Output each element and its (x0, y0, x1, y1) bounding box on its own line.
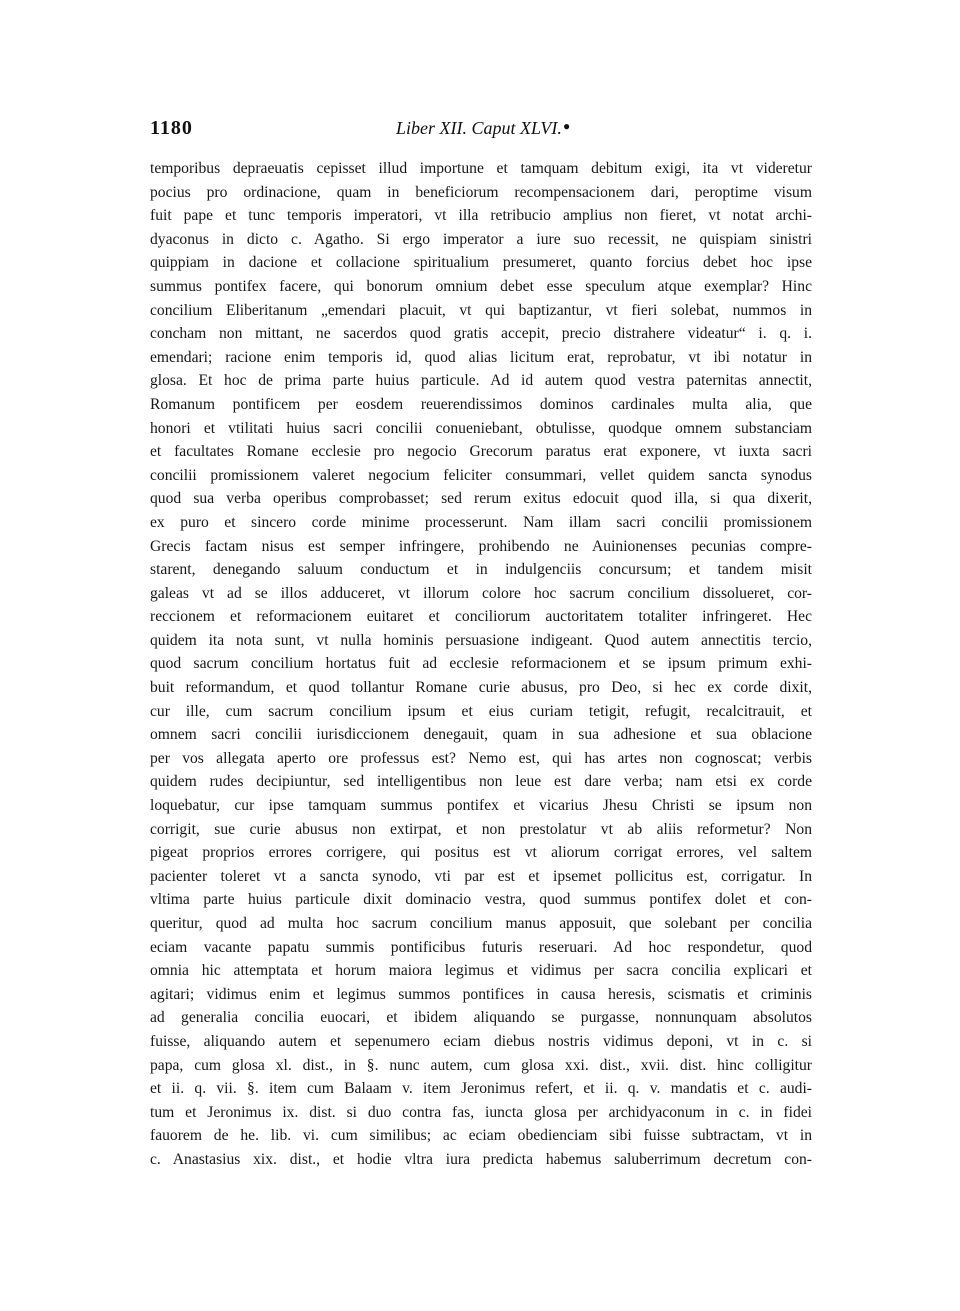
text-line: galeas vt ad se illos adduceret, vt illorum colore hoc sacrum concilium dissolueret, cor- (150, 584, 812, 602)
text-line: pacienter toleret vt a sancta synodo, vti par est et ipsemet pollicitus est, corrigatur. In (150, 867, 812, 885)
text-line: quidem ita nota sunt, vt nulla hominis persuasione indigeant. Quod autem annectitis tercio, (150, 631, 812, 649)
text-line: concilium Eliberitanum „emendari placuit, vt qui baptizantur, vt fieri solebat, nummos in (150, 301, 812, 319)
text-line: Romanum pontificem per eosdem reuerendissimos dominos cardinales multa alia, que (150, 395, 812, 413)
text-line: reccionem et reformacionem euitaret et conciliorum auctoritatem totaliter infringeret. Hec (150, 608, 812, 626)
text-line: loquebatur, cur ipse tamquam summus pontifex et vicarius Jhesu Christi se ipsum non (150, 797, 812, 815)
text-line: tum et Jeronimus ix. dist. si duo contra fas, iuncta glosa per archidyaconum in c. in fidei (150, 1103, 812, 1121)
text-line: temporibus depraeuatis cepisset illud importune et tamquam debitum exigi, ita vt videretur (150, 160, 812, 177)
text-line: ad generalia concilia euocari, et ibidem aliquando se purgasse, nonnunquam absolutos (150, 1009, 812, 1027)
text-line: dyaconus in dicto c. Agatho. Si ergo imperator a iure suo recessit, ne quispiam sinistri (150, 230, 812, 248)
text-line: corrigit, sue curie abusus non extirpat, et non prestolatur vt ab aliis reformetur? Non (150, 820, 812, 838)
text-line: buit reformandum, et quod tollantur Romane curie abusus, pro Deo, si hec ex corde dixit, (150, 679, 812, 697)
text-line: papa, cum glosa xl. dist., in §. nunc autem, cum glosa xxi. dist., xvii. dist. hinc colligitur (150, 1056, 812, 1074)
ornament-glyph: ● (563, 119, 571, 133)
text-line: quippiam in dacione et collacione spiritualium presumeret, quanto forcius debet hoc ipse (150, 254, 812, 272)
text-line: quidem rudes decipiuntur, sed intelligentibus non leue est dare verba; nam etsi ex corde (150, 773, 812, 791)
text-line: et ii. q. vii. §. item cum Balaam v. item Jeronimus refert, et ii. q. v. mandatis et c. audi- (150, 1080, 812, 1098)
text-line: starent, denegando saluum conductum et in indulgenciis concursum; et tandem misit (150, 561, 812, 579)
text-line: Grecis factam nisus est semper infringere, prohibendo ne Auinionenses pecunias compre- (150, 537, 812, 555)
text-line: quod sua verba operibus comprobasset; sed rerum exitus edocuit quod illa, si qua dixerit, (150, 490, 812, 508)
text-line: c. Anastasius xix. dist., et hodie vltra iura predicta habemus saluberrimum decretum con- (150, 1150, 812, 1168)
text-line: summus pontifex facere, qui bonorum omnium debet esse speculum atque exemplar? Hinc (150, 277, 812, 295)
text-line: pigeat proprios errores corrigere, qui positus est vt aliorum corrigat errores, vel saltem (150, 844, 812, 862)
text-line: cur ille, cum sacrum concilium ipsum et eius curiam tetigit, refugit, recalcitrauit, et (150, 702, 812, 720)
text-line: concham non mittant, ne sacerdos quod gratis accepit, precio distrahere videatur“ i. q. i. (150, 325, 812, 343)
text-line: ex puro et sincero corde minime processerunt. Nam illam sacri concilii promissionem (150, 513, 812, 531)
text-line: vltima parte huius particule dixit dominacio vestra, quod summus pontifex dolet et con- (150, 891, 812, 909)
text-line: emendari; racione enim temporis id, quod alias licitum erat, reprobatur, vt ibi notatur in (150, 348, 812, 366)
page-header (150, 117, 812, 147)
text-line: per vos allegata aperto ore professus est? Nemo est, qui has artes non cognoscat; verbis (150, 749, 812, 767)
body-text (150, 157, 812, 1172)
text-line: omnem sacri concilii iurisdiccionem denegauit, quam in sua adhesione et sua oblacione (150, 726, 812, 744)
text-line: concilii promissionem valeret negocium feliciter consummari, vellet quidem sancta synodus (150, 466, 812, 484)
text-line: pocius pro ordinacione, quam in beneficiorum recompensacionem dari, peroptime visum (150, 183, 812, 201)
page-number: 1180 (150, 117, 193, 139)
text-line: queritur, quod ad multa hoc sacrum concilium manus apposuit, que solebant per concilia (150, 915, 812, 932)
text-line: agitari; vidimus enim et legimus summos pontifices in causa heresis, scismatis et criminis (150, 985, 812, 1003)
text-line: fuit pape et tunc temporis imperatori, vt illa retribucio amplius non fieret, vt notat archi- (150, 207, 812, 225)
text-line: quod sacrum concilium hortatus fuit ad ecclesie reformacionem et se ipsum primum exhi- (150, 655, 812, 673)
text-line: omnia hic attemptata et horum maiora legimus et vidimus per sacra concilia explicari et (150, 962, 812, 980)
text-line: honori et vtilitati huius sacri concilii conueniebant, obtulisse, quodque omnem substanciam (150, 419, 812, 437)
text-line: fauorem de he. lib. vi. cum similibus; ac eciam obedienciam sibi fuisse subtractam, vt in (150, 1127, 812, 1145)
text-line: glosa. Et hoc de prima parte huius particule. Ad id autem quod vestra paternitas annectit, (150, 372, 812, 390)
text-line: et facultates Romane ecclesie pro negocio Grecorum paratus erat exponere, vt iuxta sacri (150, 443, 812, 461)
text-line: fuisse, aliquando autem et sepenumero eciam diebus nostris vidimus deponi, vt in c. si (150, 1032, 812, 1050)
text-line: eciam vacante papatu summis pontificibus futuris reseruari. Ad hoc respondetur, quod (150, 938, 812, 956)
running-title: Liber XII. Caput XLVI. (396, 118, 562, 138)
